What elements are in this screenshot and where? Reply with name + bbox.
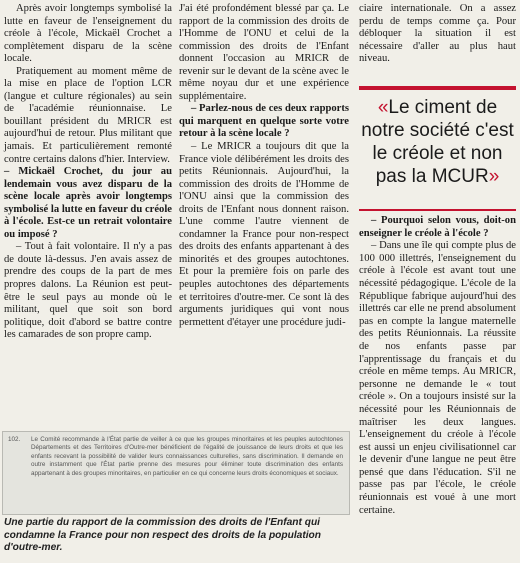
report-excerpt-image [2, 431, 350, 515]
pull-quote [359, 86, 516, 188]
interview-question-3: – Pourquoi selon vous, doit-on enseigner le créole à l'école ? [359, 215, 516, 239]
interview-answer-1: – Tout à fait volontaire. Il n'y a pas de doute là-dessus. J'en avais assez de prendre des coups de la part de mes propres dalons. La Réunion est peut-être le seul pays au monde où le militant, quel que soit son bord politique, doit d'abord se battre contre les camarades de son propre camp. [4, 241, 172, 341]
intro-paragraph: Après avoir longtemps symbolisé la lutte en faveur de l'enseignement du créole à l'école, Mickaël Crochet a complètement disparu de la scène locale. [4, 3, 172, 65]
article-column-2 [179, 3, 349, 329]
answer-continuation: J'ai été profondément blessé par ça. Le rapport de la commission des droits de l'Homme de l'ONU et celui de la commission des droits de l'Enfant donnent l'occasion au MRICR de revenir sur le devant de la scène avec le même noyau dur et une expérience supplémentaire. [179, 3, 349, 102]
interview-answer-2: – Le MRICR a toujours dit que la France viole délibérément les droits des petits Réunionnais. Aujourd'hui, la commission des droits de l'Homme de l'ONU ainsi que la commission des droits de l'Enfant nous donnent raison. L'une comme l'autre viennent de condamner la France pour non-respect des droits des enfants appartenant à des minorités et des groupes autochtones. Et pour la première fois on parle des peuples autochtones des départements et territoires d'outre-mer. Ce sont là des arguments juridiques qui vont nous permettent d'étayer une procédure judi- [179, 141, 349, 328]
pull-quote-close: » [488, 166, 500, 187]
article-column-1 [4, 3, 172, 342]
answer-continuation-2: ciaire internationale. On a assez perdu de temps comme ça. Pour débloquer la situation il est nécessaire d'aller au plus haut niveau. [359, 3, 516, 65]
excerpt-text: Le Comité recommande à l'État partie de veiller à ce que les groupes minoritaires et les peuples autochtones Départements et des Territoires d'Outre-mer bénéficient de l'égalité de jouissance de leurs droits et que les enfants recevant la possibilité de valider leurs connaissances culturelles, sans discrimination. Il demande en outre instamment que l'État partie prenne des mesures pour éliminer toute discrimination des enfants appartenant à des groupes minoritaires, en particulier en ce qui concerne leurs droits économiques et sociaux. [31, 436, 343, 477]
article-column-3 [359, 3, 516, 66]
interview-answer-3: – Dans une île qui compte plus de 100 000 illettrés, l'enseignement du créole à l'école est avant tout une nécessité pédagogique. L'école de la République fabrique aujourd'hui des illettrés car elle ne prend absolument pas en compte la langue maternelle des petits Réunionnais. La réussite de nos enfants passe par l'apprentissage du français et du créole en même temps. Au MRICR, personne ne demande le « tout créole ». On a toujours insisté sur la nécessité pour les Réunionnais de maîtriser les deux langues. L'enseignement du créole à l'école est aussi un enjeu civilisationnel car le devenir d'une langue ne peut être pensé que dans l'éducation. S'il ne passe pas par l'école, le créole réunionnais est voué à une mort certaine. [359, 240, 516, 516]
pull-quote-divider [359, 209, 516, 211]
excerpt-caption: Une partie du rapport de la commission des droits de l'Enfant qui condamne la France pour non respect des droits de la population d'outre-mer. [4, 517, 321, 554]
interview-question-1: – Mickaël Crochet, du jour au lendemain vous avez disparu de la scène locale après avoir longtemps symbolisé la lutte en faveur du créole à l'école. Est-ce un retrait volontaire ou imposé ? [4, 166, 172, 240]
pull-quote-open: « [377, 97, 389, 118]
context-paragraph: Pratiquement au moment même de la mise en place de l'option LCR (langue et culture régionales) au sein de l'académie réunionnaise. Le bouillant président du MRICR est aujourd'hui de retour. Plus militant que jamais. Et particulièrement remonté contre certains dalons d'hier. Interview. [4, 65, 172, 165]
interview-question-2: – Parlez-nous de ces deux rapports qui marquent en quelque sorte votre retour à la scène locale ? [179, 103, 349, 140]
excerpt-paragraph-number: 102. [8, 436, 21, 443]
pull-quote-text: Le ciment de notre société c'est le créole et non pas la MCUR [361, 97, 514, 187]
article-column-3-lower [359, 215, 516, 517]
